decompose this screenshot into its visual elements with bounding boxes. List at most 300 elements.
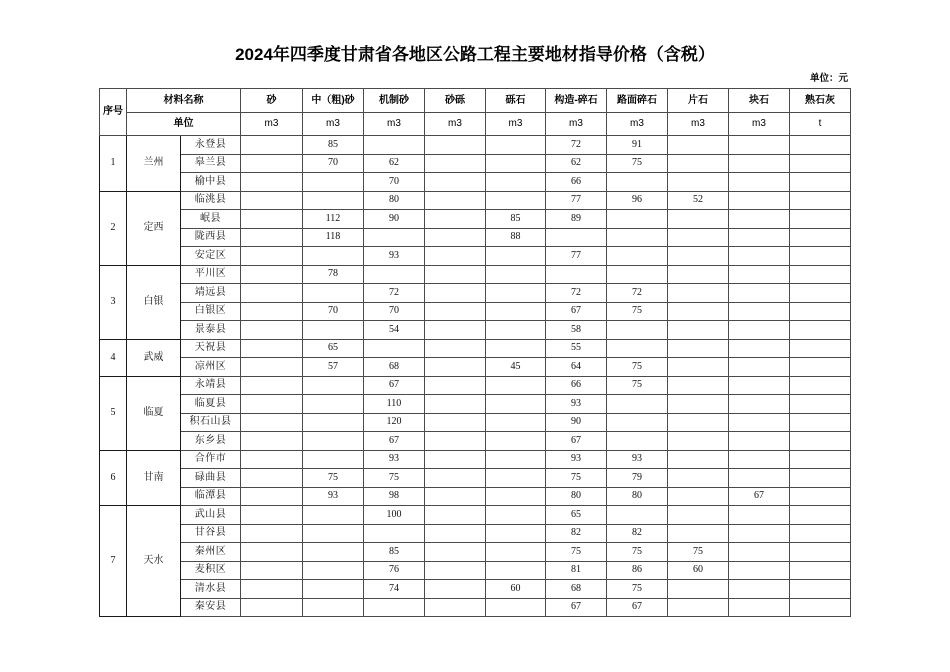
price-cell: 67 [546, 432, 607, 451]
price-cell [790, 413, 851, 432]
price-cell: 67 [546, 598, 607, 617]
price-cell [668, 228, 729, 247]
seq-cell: 2 [100, 191, 127, 265]
price-cell [425, 173, 486, 192]
price-cell [241, 506, 303, 525]
price-cell: 75 [668, 543, 729, 562]
price-cell: 75 [607, 302, 668, 321]
table-row [100, 339, 851, 358]
county-name-cell: 平川区 [181, 265, 241, 284]
price-cell [241, 358, 303, 377]
unit-cell-slaked-lime: t [790, 113, 851, 136]
price-cell [729, 191, 790, 210]
price-cell [486, 265, 546, 284]
city-name-cell: 武威 [127, 339, 181, 376]
price-cell [241, 432, 303, 451]
price-cell: 75 [546, 543, 607, 562]
price-cell [729, 154, 790, 173]
price-cell [729, 506, 790, 525]
price-cell [729, 524, 790, 543]
price-cell [303, 524, 364, 543]
price-cell: 72 [546, 284, 607, 303]
price-table-body [100, 136, 851, 617]
price-cell [790, 358, 851, 377]
county-name-cell: 凉州区 [181, 358, 241, 377]
price-cell [425, 136, 486, 155]
price-cell: 66 [546, 376, 607, 395]
price-cell [668, 136, 729, 155]
city-name-cell: 天水 [127, 506, 181, 617]
price-cell [303, 543, 364, 562]
county-name-cell: 陇西县 [181, 228, 241, 247]
price-cell [607, 247, 668, 266]
county-name-cell: 安定区 [181, 247, 241, 266]
city-name-cell: 甘南 [127, 450, 181, 506]
price-cell [729, 450, 790, 469]
price-cell: 77 [546, 191, 607, 210]
column-header-rubble-stone: 片石 [668, 89, 729, 113]
price-cell: 60 [668, 561, 729, 580]
price-cell [729, 284, 790, 303]
price-cell [241, 580, 303, 599]
price-cell [790, 432, 851, 451]
table-row [100, 395, 851, 414]
price-cell: 82 [607, 524, 668, 543]
price-cell [303, 247, 364, 266]
price-cell [668, 154, 729, 173]
price-cell [486, 506, 546, 525]
price-cell [668, 265, 729, 284]
price-cell [241, 376, 303, 395]
price-cell: 67 [729, 487, 790, 506]
price-cell [486, 173, 546, 192]
price-cell [303, 598, 364, 617]
price-cell: 86 [607, 561, 668, 580]
price-cell [425, 543, 486, 562]
price-cell [364, 136, 425, 155]
price-cell [364, 339, 425, 358]
county-name-cell: 秦安县 [181, 598, 241, 617]
county-name-cell: 积石山县 [181, 413, 241, 432]
price-cell [790, 302, 851, 321]
header-row-units [100, 113, 851, 136]
price-cell: 72 [364, 284, 425, 303]
price-cell [425, 321, 486, 340]
county-name-cell: 东乡县 [181, 432, 241, 451]
price-cell: 90 [546, 413, 607, 432]
table-row [100, 524, 851, 543]
price-cell [486, 321, 546, 340]
price-cell [241, 265, 303, 284]
price-cell: 74 [364, 580, 425, 599]
price-cell: 75 [607, 358, 668, 377]
price-cell [364, 228, 425, 247]
price-cell [425, 524, 486, 543]
price-cell: 68 [364, 358, 425, 377]
price-cell: 78 [303, 265, 364, 284]
price-cell [668, 210, 729, 229]
seq-cell: 3 [100, 265, 127, 339]
price-cell: 57 [303, 358, 364, 377]
price-cell [486, 284, 546, 303]
price-cell: 89 [546, 210, 607, 229]
currency-unit-note: 单位：元 [809, 73, 848, 84]
county-name-cell: 甘谷县 [181, 524, 241, 543]
price-cell [790, 561, 851, 580]
price-cell [790, 173, 851, 192]
price-cell: 65 [546, 506, 607, 525]
price-cell [668, 358, 729, 377]
price-cell: 54 [364, 321, 425, 340]
unit-cell-sand: m3 [241, 113, 303, 136]
city-name-cell: 白银 [127, 265, 181, 339]
county-name-cell: 天祝县 [181, 339, 241, 358]
price-cell [790, 524, 851, 543]
price-cell: 75 [607, 154, 668, 173]
price-cell [241, 210, 303, 229]
price-cell [729, 228, 790, 247]
unit-cell-gravel: m3 [486, 113, 546, 136]
column-header-block-stone: 块石 [729, 89, 790, 113]
price-cell [790, 450, 851, 469]
price-cell [668, 339, 729, 358]
table-row [100, 413, 851, 432]
price-cell [486, 413, 546, 432]
price-cell [668, 580, 729, 599]
county-name-cell: 靖远县 [181, 284, 241, 303]
price-cell [486, 432, 546, 451]
price-cell [303, 450, 364, 469]
price-cell: 90 [364, 210, 425, 229]
price-cell [729, 136, 790, 155]
price-cell [790, 376, 851, 395]
price-cell [241, 284, 303, 303]
table-row [100, 580, 851, 599]
document-title: 2024年四季度甘肃省各地区公路工程主要地材指导价格（含税） [235, 45, 715, 64]
price-cell [241, 524, 303, 543]
unit-cell-medium-coarse-sand: m3 [303, 113, 364, 136]
price-cell [241, 228, 303, 247]
price-cell: 93 [546, 450, 607, 469]
price-cell [241, 469, 303, 488]
price-cell [425, 598, 486, 617]
county-name-cell: 永靖县 [181, 376, 241, 395]
price-cell [486, 154, 546, 173]
price-cell [303, 321, 364, 340]
price-cell [241, 561, 303, 580]
price-cell [668, 487, 729, 506]
price-cell [486, 376, 546, 395]
price-cell [607, 321, 668, 340]
price-cell [729, 561, 790, 580]
price-cell [668, 395, 729, 414]
price-cell [607, 228, 668, 247]
price-cell: 75 [607, 580, 668, 599]
price-cell [729, 173, 790, 192]
price-cell [425, 469, 486, 488]
county-name-cell: 碌曲县 [181, 469, 241, 488]
price-cell: 81 [546, 561, 607, 580]
price-cell [607, 395, 668, 414]
price-cell [486, 543, 546, 562]
price-cell: 70 [364, 302, 425, 321]
unit-cell-structural-crushed-stone: m3 [546, 113, 607, 136]
price-cell: 67 [546, 302, 607, 321]
price-cell [790, 191, 851, 210]
table-row [100, 154, 851, 173]
price-cell [486, 395, 546, 414]
price-cell [425, 191, 486, 210]
price-cell [241, 247, 303, 266]
price-cell: 80 [546, 487, 607, 506]
price-cell: 70 [364, 173, 425, 192]
price-cell: 45 [486, 358, 546, 377]
table-row [100, 191, 851, 210]
price-cell [729, 580, 790, 599]
table-row [100, 302, 851, 321]
price-cell: 93 [364, 450, 425, 469]
price-cell [729, 247, 790, 266]
price-cell [241, 302, 303, 321]
price-cell [668, 284, 729, 303]
price-cell [790, 339, 851, 358]
seq-cell: 7 [100, 506, 127, 617]
price-cell: 112 [303, 210, 364, 229]
unit-cell-manufactured-sand: m3 [364, 113, 425, 136]
price-cell [303, 395, 364, 414]
price-cell [425, 302, 486, 321]
price-cell [790, 284, 851, 303]
price-cell: 65 [303, 339, 364, 358]
column-header-manufactured-sand: 机制砂 [364, 89, 425, 113]
price-cell [668, 469, 729, 488]
table-row [100, 561, 851, 580]
price-cell [486, 487, 546, 506]
table-row [100, 376, 851, 395]
seq-header: 序号 [100, 89, 127, 136]
table-row [100, 543, 851, 562]
price-cell [425, 247, 486, 266]
price-cell: 120 [364, 413, 425, 432]
city-name-cell: 临夏 [127, 376, 181, 450]
price-cell [790, 580, 851, 599]
county-name-cell: 秦州区 [181, 543, 241, 562]
price-cell [486, 469, 546, 488]
price-cell [790, 395, 851, 414]
price-cell [425, 358, 486, 377]
price-cell [607, 506, 668, 525]
price-cell [425, 432, 486, 451]
price-cell [425, 228, 486, 247]
column-header-sandy-gravel: 砂砾 [425, 89, 486, 113]
price-cell [729, 413, 790, 432]
price-cell [486, 247, 546, 266]
county-name-cell: 白银区 [181, 302, 241, 321]
column-header-medium-coarse-sand: 中（粗)砂 [303, 89, 364, 113]
price-cell [790, 136, 851, 155]
price-cell [425, 154, 486, 173]
price-cell: 118 [303, 228, 364, 247]
county-name-cell: 临潭县 [181, 487, 241, 506]
price-cell [486, 339, 546, 358]
seq-cell: 6 [100, 450, 127, 506]
county-name-cell: 麦积区 [181, 561, 241, 580]
price-cell [668, 413, 729, 432]
price-cell [241, 339, 303, 358]
price-cell [486, 302, 546, 321]
price-cell [729, 432, 790, 451]
price-cell [729, 265, 790, 284]
table-row [100, 432, 851, 451]
price-cell [790, 210, 851, 229]
header-row-materials [100, 89, 851, 113]
price-cell [729, 339, 790, 358]
unit-label-header: 单位 [127, 113, 241, 136]
table-row [100, 136, 851, 155]
price-cell [425, 487, 486, 506]
unit-cell-block-stone: m3 [729, 113, 790, 136]
seq-cell: 5 [100, 376, 127, 450]
price-cell [425, 506, 486, 525]
price-cell [729, 543, 790, 562]
price-cell: 85 [364, 543, 425, 562]
price-cell [486, 598, 546, 617]
price-cell [303, 580, 364, 599]
price-cell: 70 [303, 154, 364, 173]
price-cell: 55 [546, 339, 607, 358]
table-row [100, 265, 851, 284]
county-name-cell: 皋兰县 [181, 154, 241, 173]
price-cell: 93 [303, 487, 364, 506]
price-cell [241, 395, 303, 414]
price-cell: 75 [364, 469, 425, 488]
price-cell [668, 506, 729, 525]
price-cell: 68 [546, 580, 607, 599]
price-cell: 75 [303, 469, 364, 488]
price-cell: 67 [364, 432, 425, 451]
price-cell [486, 524, 546, 543]
price-cell [668, 173, 729, 192]
table-row [100, 450, 851, 469]
price-cell: 110 [364, 395, 425, 414]
price-cell [303, 173, 364, 192]
price-cell: 62 [364, 154, 425, 173]
price-cell: 62 [546, 154, 607, 173]
price-cell [425, 561, 486, 580]
table-row [100, 228, 851, 247]
county-name-cell: 清水县 [181, 580, 241, 599]
price-table [99, 88, 851, 617]
price-cell: 88 [486, 228, 546, 247]
price-cell [729, 321, 790, 340]
price-cell [241, 543, 303, 562]
price-cell [668, 450, 729, 469]
county-name-cell: 岷县 [181, 210, 241, 229]
county-name-cell: 武山县 [181, 506, 241, 525]
price-cell [241, 136, 303, 155]
seq-cell: 4 [100, 339, 127, 376]
price-cell [790, 154, 851, 173]
price-cell [729, 302, 790, 321]
price-cell [241, 191, 303, 210]
price-cell: 96 [607, 191, 668, 210]
price-cell [790, 228, 851, 247]
price-cell [425, 395, 486, 414]
table-row [100, 173, 851, 192]
county-name-cell: 临洮县 [181, 191, 241, 210]
price-cell [607, 173, 668, 192]
price-cell [425, 265, 486, 284]
table-row [100, 284, 851, 303]
seq-cell: 1 [100, 136, 127, 192]
price-cell [303, 432, 364, 451]
price-cell: 52 [668, 191, 729, 210]
price-cell [425, 450, 486, 469]
price-cell: 80 [364, 191, 425, 210]
price-cell [303, 191, 364, 210]
price-cell: 98 [364, 487, 425, 506]
unit-cell-sandy-gravel: m3 [425, 113, 486, 136]
price-cell: 85 [303, 136, 364, 155]
material-name-header: 材料名称 [127, 89, 241, 113]
price-cell [729, 210, 790, 229]
column-header-structural-crushed-stone: 构造-碎石 [546, 89, 607, 113]
unit-cell-rubble-stone: m3 [668, 113, 729, 136]
price-cell [790, 543, 851, 562]
price-cell [546, 265, 607, 284]
price-cell [790, 506, 851, 525]
price-cell: 93 [364, 247, 425, 266]
price-cell: 75 [607, 543, 668, 562]
price-cell [241, 413, 303, 432]
price-cell [486, 561, 546, 580]
price-cell [364, 265, 425, 284]
price-cell [241, 598, 303, 617]
price-cell [241, 173, 303, 192]
table-row [100, 469, 851, 488]
county-name-cell: 景泰县 [181, 321, 241, 340]
price-cell [668, 598, 729, 617]
price-cell [668, 524, 729, 543]
city-name-cell: 定西 [127, 191, 181, 265]
price-cell [607, 265, 668, 284]
table-row [100, 210, 851, 229]
column-header-sand: 砂 [241, 89, 303, 113]
price-cell: 67 [607, 598, 668, 617]
price-cell [425, 339, 486, 358]
price-cell: 100 [364, 506, 425, 525]
price-cell [364, 524, 425, 543]
price-cell [668, 376, 729, 395]
price-cell: 76 [364, 561, 425, 580]
table-header [100, 89, 851, 136]
price-cell [790, 469, 851, 488]
price-cell [607, 432, 668, 451]
price-cell: 75 [607, 376, 668, 395]
price-cell [607, 339, 668, 358]
price-cell: 66 [546, 173, 607, 192]
price-cell [790, 247, 851, 266]
price-cell [607, 210, 668, 229]
price-cell [303, 284, 364, 303]
price-cell [241, 154, 303, 173]
table-row [100, 321, 851, 340]
price-cell [790, 265, 851, 284]
county-name-cell: 永登县 [181, 136, 241, 155]
price-cell: 85 [486, 210, 546, 229]
price-cell [668, 302, 729, 321]
price-cell [668, 247, 729, 266]
